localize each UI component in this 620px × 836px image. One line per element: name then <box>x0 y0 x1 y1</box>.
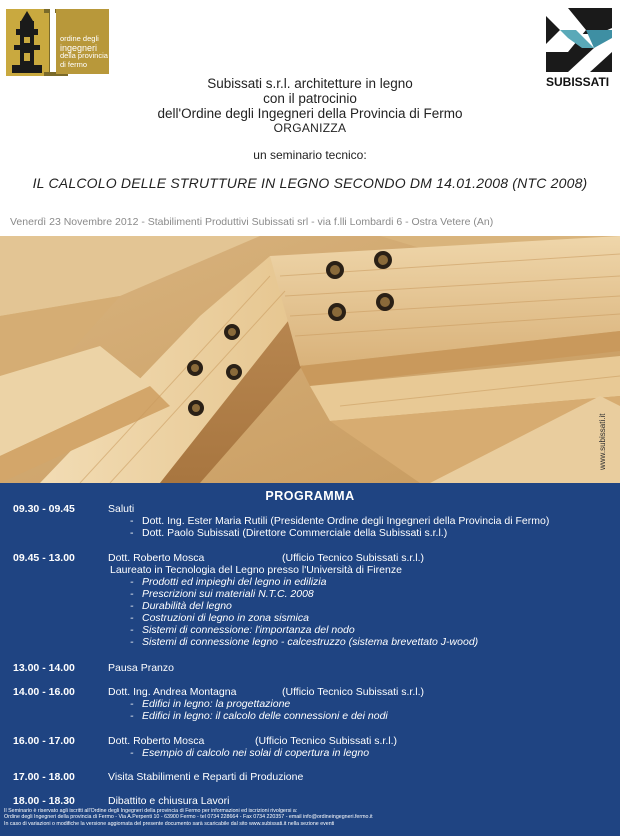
patronage-line: con il patrocinio <box>263 91 357 106</box>
footer-line: Ordine degli Ingegneri della provincia di Fermo - Via A.Perpenti 10 - 63900 Fermo - tel 0734 228664 - Fax 0734 220357 - email info@ordineingegneri.fermo.it <box>4 814 373 821</box>
organizer-line: Subissati s.r.l. architetture in legno <box>207 76 413 91</box>
speaker-affiliation: (Ufficio Tecnico Subissati s.r.l.) <box>282 686 424 698</box>
session-detail: - Dott. Paolo Subissati (Direttore Commerciale della Subissati s.r.l.) <box>130 527 448 539</box>
speaker-affiliation: (Ufficio Tecnico Subissati s.r.l.) <box>255 735 397 747</box>
organizza-line: ORGANIZZA <box>273 121 347 135</box>
footer-note <box>4 808 616 827</box>
session-topic: - Durabilità del legno <box>130 600 232 612</box>
speaker-bio: Laureato in Tecnologia del Legno presso l'Università di Firenze <box>110 564 402 576</box>
session-topic: - Edifici in legno: la progettazione <box>130 698 291 710</box>
footer-line: Il Seminario è riservato agli iscritti all'Ordine degli Ingegneri della provincia di Fermo per informazioni ed iscrizioni rivolgersi a: <box>4 808 298 814</box>
ordine-logo-text-3: della provincia <box>60 51 108 60</box>
session-time: 18.00 - 18.30 <box>13 795 75 807</box>
session-time: 09.30 - 09.45 <box>13 503 75 515</box>
session-title: Saluti <box>108 503 135 515</box>
session-topic: - Sistemi di connessione: l'importanza del nodo <box>130 624 355 636</box>
session-time: 14.00 - 16.00 <box>13 686 75 698</box>
session-topic: - Esempio di calcolo nei solai di copertura in legno <box>130 747 370 759</box>
footer-line: In caso di variazioni o modifiche la versione aggiornata del presente documento sarà scaricabile dal sito www.subissati.it nella sezione eventi <box>4 820 335 827</box>
subissati-logo-text: SUBISSATI <box>546 75 610 89</box>
session-topic: - Costruzioni di legno in zona sismica <box>130 612 309 624</box>
session-time: 09.45 - 13.00 <box>13 552 75 564</box>
session-title: Visita Stabilimenti e Reparti di Produzione <box>108 771 304 783</box>
session-speaker: Dott. Ing. Andrea Montagna (Ufficio Tecnico Subissati s.r.l.) <box>108 686 424 698</box>
programme-title: PROGRAMMA <box>265 489 355 503</box>
session-title: Dibattito e chiusura Lavori <box>108 795 230 807</box>
session-speaker: Dott. Roberto Mosca (Ufficio Tecnico Subissati s.r.l.) <box>108 735 397 747</box>
seminar-title: IL CALCOLO DELLE STRUTTURE IN LEGNO SECONDO DM 14.01.2008 (NTC 2008) <box>32 175 588 191</box>
session-time: 13.00 - 14.00 <box>13 662 75 674</box>
speaker-affiliation: (Ufficio Tecnico Subissati s.r.l.) <box>282 552 424 564</box>
subissati-logo-mark <box>546 8 612 72</box>
session-speaker: Dott. Roberto Mosca (Ufficio Tecnico Subissati s.r.l.) <box>108 552 424 564</box>
patron-line: dell'Ordine degli Ingegneri della Provincia di Fermo <box>157 106 463 121</box>
session-detail: - Dott. Ing. Ester Maria Rutili (Presidente Ordine degli Ingegneri della Provincia di Fermo) <box>130 515 550 527</box>
session-topic: - Sistemi di connessione legno - calcestruzzo (sistema brevettato J-wood) <box>130 636 479 648</box>
ordine-logo-text-4: di fermo <box>60 59 88 69</box>
session-topic: - Prescrizioni sui materiali N.T.C. 2008 <box>130 588 314 600</box>
timber-structure-photo <box>0 236 620 483</box>
event-info: Venerdì 23 Novembre 2012 - Stabilimenti Produttivi Subissati srl - via f.lli Lombardi 6 - Ostra Vetere (An) <box>10 216 494 228</box>
session-time: 17.00 - 18.00 <box>13 771 75 783</box>
session-time: 16.00 - 17.00 <box>13 735 75 747</box>
ordine-ingegneri-logo <box>6 9 109 76</box>
session-topic: - Edifici in legno: il calcolo delle connessioni e dei nodi <box>130 710 388 722</box>
session-title: Pausa Pranzo <box>108 662 174 674</box>
session-topic: - Prodotti ed impieghi del legno in edilizia <box>130 576 327 588</box>
photo-credit: www.subissati.it <box>598 413 607 470</box>
ordine-logo-text-1: ordine degli <box>60 34 99 43</box>
ordine-logo-text-2: ingegneri <box>60 42 98 53</box>
programme-section <box>0 483 620 836</box>
seminar-intro: un seminario tecnico: <box>253 148 367 162</box>
